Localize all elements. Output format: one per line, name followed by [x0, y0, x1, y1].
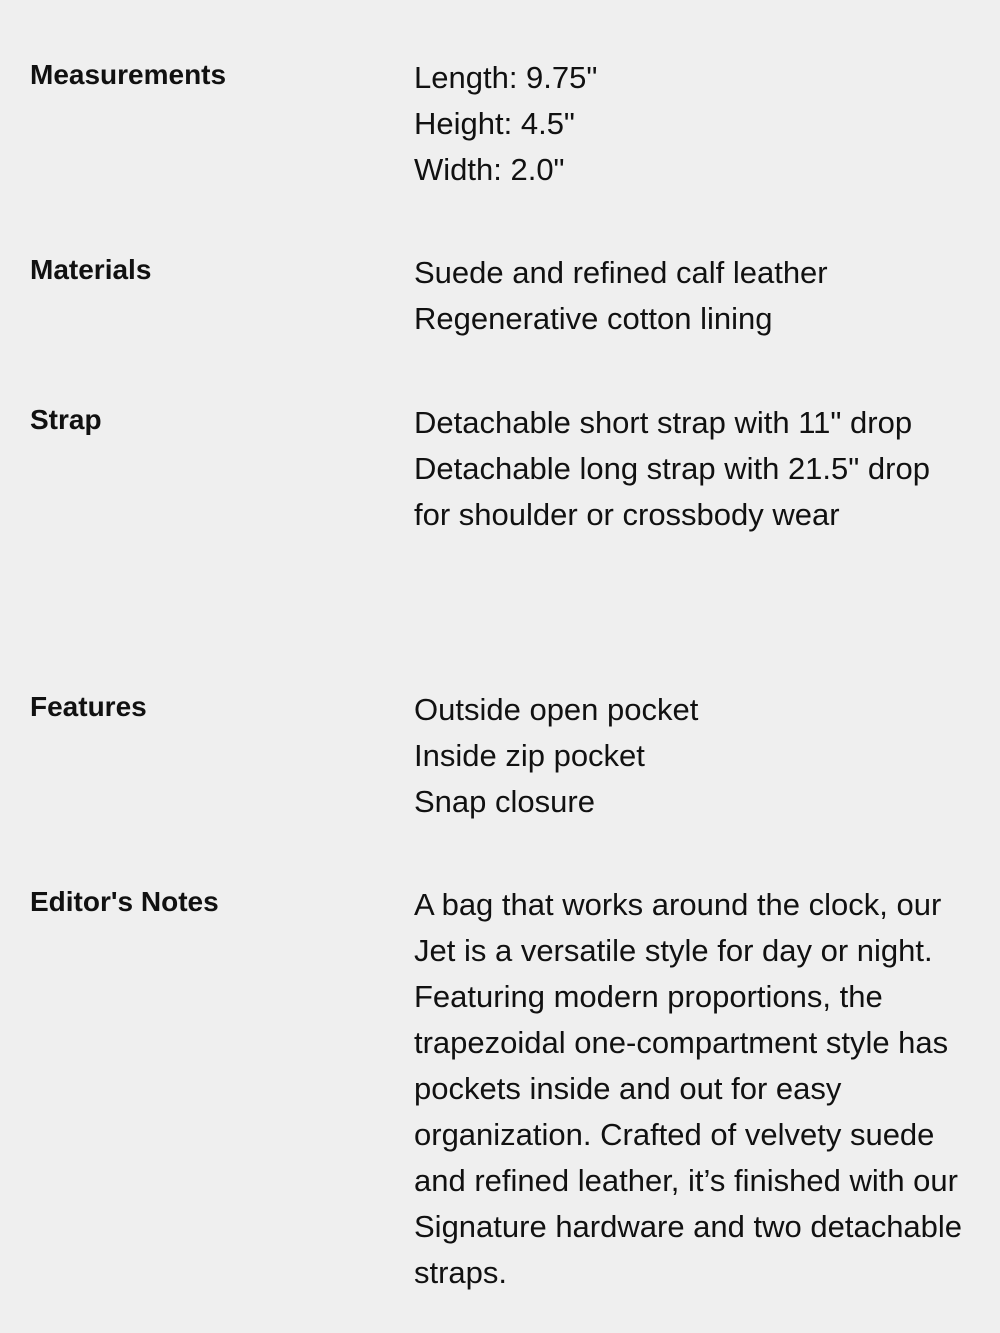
spec-label-strap — [0, 400, 414, 446]
spec-label-measurements — [0, 55, 414, 101]
spec-value: Inside zip pocket — [414, 738, 645, 773]
spec-row-measurements — [0, 55, 1000, 250]
spec-value: Detachable long strap with 21.5" drop for shoulder or crossbody wear — [414, 451, 930, 532]
spec-label-text: Features — [30, 691, 147, 722]
spec-row-editors-notes — [0, 882, 1000, 1296]
spec-value: Regenerative cotton lining — [414, 301, 773, 336]
spec-row-strap — [0, 400, 1000, 687]
editors-notes-text: A bag that works around the clock, our Jet is a versatile style for day or night. Featuring modern proportions, the trapezoidal one-compartment style has pockets inside and out for easy organization. Crafted of velvety suede and refined leather, it’s finished with our Signature hardware and two detachable straps. — [414, 887, 963, 1290]
spec-value: Suede and refined calf leather — [414, 255, 828, 290]
spec-label-text: Strap — [30, 404, 102, 435]
spec-values-editors-notes — [414, 882, 1000, 1296]
spec-label-features — [0, 687, 414, 733]
spec-row-style-number — [0, 0, 1000, 55]
spec-value: Length: 9.75" — [414, 60, 598, 95]
spec-values-style-number — [414, 0, 1000, 1]
spec-value: Outside open pocket — [414, 692, 699, 727]
spec-value: Height: 4.5" — [414, 106, 575, 141]
spec-value: Snap closure — [414, 784, 595, 819]
spec-label-style-number — [0, 0, 414, 1]
spec-row-materials — [0, 250, 1000, 400]
spec-label-text: Measurements — [30, 59, 227, 90]
spec-value: Detachable short strap with 11" drop — [414, 405, 913, 440]
spec-label-materials — [0, 250, 414, 296]
spec-values-strap — [414, 400, 1000, 538]
spec-values-measurements — [414, 55, 1000, 193]
spec-label-text: Editor's Notes — [30, 886, 219, 917]
spec-values-features — [414, 687, 1000, 825]
spec-values-materials — [414, 250, 1000, 342]
spec-value: Width: 2.0" — [414, 152, 565, 187]
spec-label-text: Materials — [30, 254, 152, 285]
spec-label-editors-notes — [0, 882, 414, 928]
spec-value — [414, 0, 970, 1]
spec-row-features — [0, 687, 1000, 882]
